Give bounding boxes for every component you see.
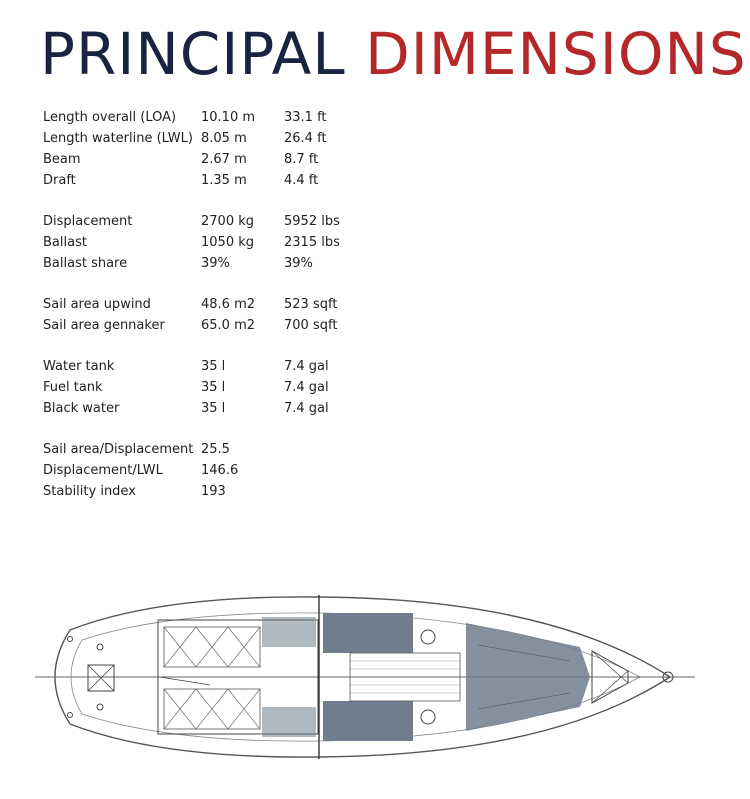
spec-row [43, 149, 374, 170]
spec-imperial-value [284, 481, 374, 502]
spec-label: Sail area upwind [43, 297, 151, 312]
spec-label: Draft [43, 173, 76, 188]
spec-label: Displacement/LWL [43, 463, 163, 478]
spec-metric-value: 35 l [201, 401, 226, 416]
saloon-berth-port [323, 613, 413, 653]
spec-imperial-value: 33.1 ft [284, 110, 327, 125]
spec-imperial-value: 4.4 ft [284, 173, 319, 188]
spec-metric-value: 8.05 m [201, 131, 247, 146]
spec-row [43, 170, 374, 191]
spec-imperial-value: 7.4 gal [284, 401, 329, 416]
spec-imperial-value: 523 sqft [284, 297, 338, 312]
spec-label: Length overall (LOA) [43, 110, 177, 125]
spec-row [43, 460, 374, 481]
saloon-berth-starboard [323, 701, 413, 741]
spec-metric-value: 193 [201, 484, 226, 499]
spec-metric-value: 48.6 m2 [201, 297, 256, 312]
spec-group [43, 211, 374, 274]
title-word-principal: PRINCIPAL [40, 20, 346, 88]
spec-row [43, 107, 374, 128]
spec-label: Water tank [43, 359, 115, 374]
spec-group [43, 439, 374, 502]
spec-imperial-value: 700 sqft [284, 318, 338, 333]
spec-row [43, 377, 374, 398]
spec-imperial-value: 39% [284, 256, 313, 271]
spec-label: Fuel tank [43, 380, 103, 395]
spec-label: Sail area/Displacement [43, 442, 194, 457]
spec-imperial-value: 7.4 gal [284, 380, 329, 395]
spec-metric-value: 2.67 m [201, 152, 247, 167]
spec-row [43, 439, 374, 460]
spec-label: Stability index [43, 484, 136, 499]
spec-row [43, 356, 374, 377]
spec-row [43, 253, 374, 274]
spec-imperial-value: 2315 lbs [284, 235, 340, 250]
spec-imperial-value [284, 460, 374, 481]
spec-metric-value: 35 l [201, 359, 226, 374]
spec-metric-value: 1050 kg [201, 235, 254, 250]
spec-imperial-value [284, 439, 374, 460]
spec-metric-value: 146.6 [201, 463, 239, 478]
spec-label: Displacement [43, 214, 133, 229]
spec-group [43, 107, 374, 191]
cockpit-cushion-port [262, 617, 316, 647]
spec-row [43, 294, 374, 315]
title-word-dimensions: DIMENSIONS [365, 20, 747, 88]
spec-imperial-value: 7.4 gal [284, 359, 329, 374]
spec-label: Beam [43, 152, 81, 167]
dimensions-table [43, 107, 374, 522]
spec-metric-value: 10.10 m [201, 110, 256, 125]
deck-plan-drawing [30, 585, 700, 775]
spec-imperial-value: 26.4 ft [284, 131, 327, 146]
spec-row [43, 211, 374, 232]
spec-group [43, 294, 374, 336]
spec-row [43, 398, 374, 419]
spec-label: Length waterline (LWL) [43, 131, 193, 146]
cockpit-cushion-starboard [262, 707, 316, 737]
spec-metric-value: 65.0 m2 [201, 318, 256, 333]
spec-imperial-value: 5952 lbs [284, 214, 340, 229]
spec-label: Black water [43, 401, 120, 416]
page-title [40, 18, 747, 90]
spec-metric-value: 35 l [201, 380, 226, 395]
spec-row [43, 315, 374, 336]
spec-row [43, 481, 374, 502]
spec-row [43, 232, 374, 253]
spec-metric-value: 25.5 [201, 442, 230, 457]
spec-label: Ballast [43, 235, 87, 250]
spec-metric-value: 2700 kg [201, 214, 254, 229]
spec-group [43, 356, 374, 419]
spec-metric-value: 1.35 m [201, 173, 247, 188]
spec-metric-value: 39% [201, 256, 230, 271]
spec-row [43, 128, 374, 149]
spec-label: Sail area gennaker [43, 318, 165, 333]
spec-label: Ballast share [43, 256, 128, 271]
spec-imperial-value: 8.7 ft [284, 152, 319, 167]
